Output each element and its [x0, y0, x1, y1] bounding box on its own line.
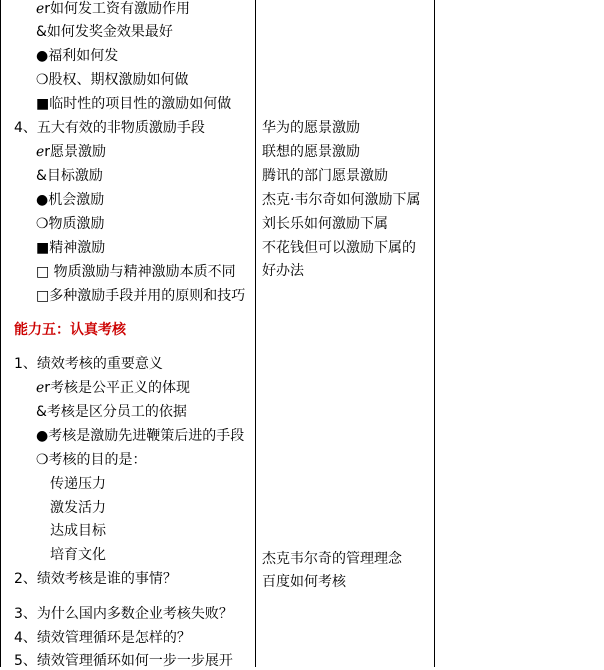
section-heading: 能力五：认真考核	[14, 322, 126, 338]
left-line: 5、绩效管理循环如何一步一步展开	[14, 653, 233, 669]
right-line: 联想的愿景激励	[262, 144, 360, 160]
left-line: ℯr考核是公平正义的体现	[36, 380, 191, 396]
left-line: &考核是区分员工的依据	[36, 404, 187, 420]
right-line: 不花钱但可以激励下属的	[262, 240, 416, 256]
left-line: &目标激励	[36, 168, 103, 184]
right-line: 刘长乐如何激励下属	[262, 216, 388, 232]
right-line: 好办法	[262, 263, 304, 279]
left-line: ❍股权、期权激励如何做	[36, 72, 189, 88]
left-line: □多种激励手段并用的原则和技巧	[36, 288, 246, 304]
left-line: 4、五大有效的非物质激励手段	[14, 120, 205, 136]
left-line: 传递压力	[50, 476, 106, 492]
left-line: 3、为什么国内多数企业考核失败？	[14, 606, 233, 622]
left-line: ❍考核的目的是：	[36, 452, 147, 468]
left-line: ●机会激励	[36, 192, 105, 208]
right-line: 华为的愿景激励	[262, 120, 360, 136]
left-line: 1、绩效考核的重要意义	[14, 356, 163, 372]
left-line: □ 物质激励与精神激励本质不同	[36, 264, 236, 280]
left-line: ●福利如何发	[36, 48, 119, 64]
left-line: 激发活力	[50, 500, 106, 516]
left-line: 培育文化	[50, 547, 106, 563]
left-line: ■精神激励	[36, 240, 106, 256]
left-line: ℯr愿景激励	[36, 144, 107, 160]
left-line: ❍物质激励	[36, 216, 105, 232]
right-line: 杰克·韦尔奇如何激励下属	[262, 192, 421, 208]
left-line: 4、绩效管理循环是怎样的？	[14, 630, 191, 646]
left-line: 2、绩效考核是谁的事情？	[14, 571, 177, 587]
table-border-right	[434, 0, 435, 667]
left-line: ℯr如何发工资有激励作用	[36, 1, 191, 17]
left-line: ●考核是激励先进鞭策后进的手段	[36, 428, 245, 444]
left-line: &如何发奖金效果最好	[36, 24, 173, 40]
right-line: 腾讯的部门愿景激励	[262, 168, 388, 184]
left-line: ■临时性的项目性的激励如何做	[36, 96, 232, 112]
left-line: 达成目标	[50, 523, 106, 539]
table-border-middle	[255, 0, 256, 667]
right-line: 杰克韦尔奇的管理理念	[262, 551, 402, 567]
table-border-left	[0, 0, 1, 667]
right-line: 百度如何考核	[262, 574, 346, 590]
